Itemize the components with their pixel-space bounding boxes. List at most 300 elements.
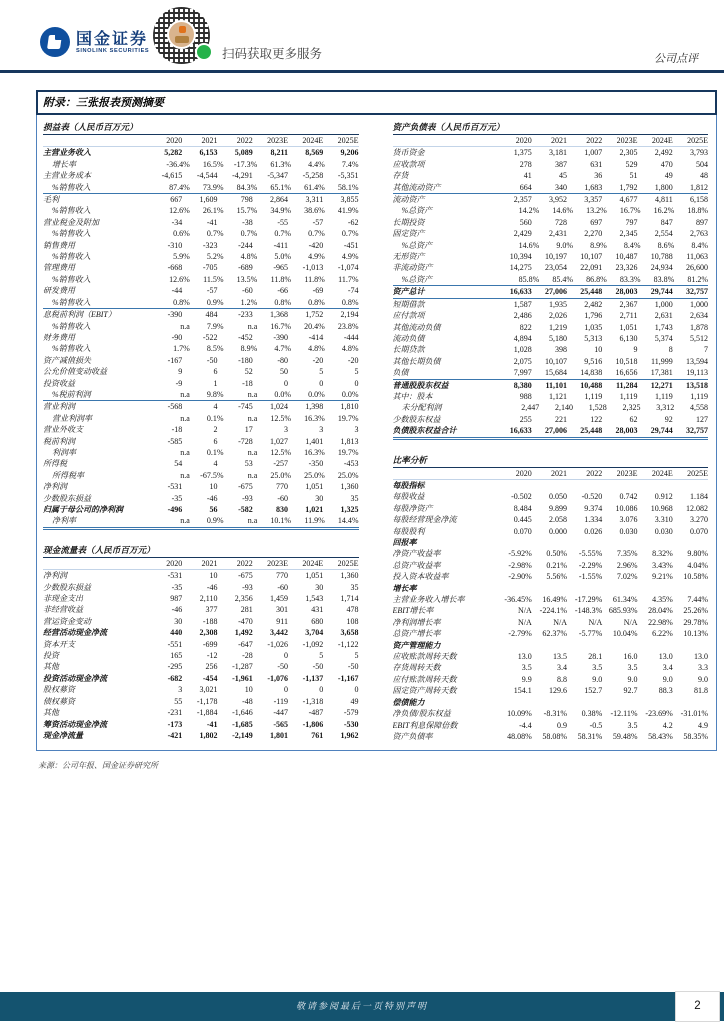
row-label: 负债股东权益合计 bbox=[392, 426, 457, 436]
cell-value: 86.8% bbox=[586, 274, 607, 284]
row-label: %销售收入 bbox=[52, 252, 91, 262]
cell-value: 55 bbox=[174, 696, 183, 706]
cell-value: -5.92% bbox=[508, 549, 532, 559]
cell-value: n.a bbox=[247, 516, 258, 526]
table-row bbox=[43, 616, 359, 627]
cell-value: 5,180 bbox=[549, 333, 567, 343]
cell-value: -689 bbox=[238, 263, 253, 273]
cell-value: 61.4% bbox=[304, 182, 325, 192]
cell-value: 0.0% bbox=[341, 389, 359, 399]
cell-value: 9.9 bbox=[521, 674, 532, 684]
table-row bbox=[393, 159, 709, 170]
row-label: 投资收益 bbox=[43, 378, 75, 388]
row-label: 应付款项 bbox=[392, 311, 425, 321]
cell-value: -965 bbox=[273, 263, 288, 273]
brand-logo bbox=[40, 27, 149, 57]
cell-value: -18 bbox=[242, 378, 253, 388]
cell-value: 2,308 bbox=[199, 628, 218, 638]
cell-value: -60 bbox=[277, 493, 288, 503]
cell-value: 1,962 bbox=[340, 730, 359, 740]
table-row bbox=[393, 731, 709, 742]
cell-value: 62.37% bbox=[542, 629, 567, 639]
year-label: 2021 bbox=[551, 136, 567, 145]
cell-value: 15.7% bbox=[236, 206, 258, 216]
cell-value: 5 bbox=[354, 651, 359, 661]
year-label: 2021 bbox=[551, 468, 567, 478]
cell-value: 2,634 bbox=[690, 311, 708, 321]
cell-value: 0.21% bbox=[546, 560, 567, 570]
row-label: 所得税率 bbox=[52, 470, 84, 480]
year-label: 2025E bbox=[687, 468, 708, 478]
cell-value: 0.8% bbox=[274, 297, 291, 307]
sinolink-logo-icon bbox=[40, 27, 70, 57]
cell-value: n.a bbox=[247, 447, 258, 457]
cell-value: -5,258 bbox=[302, 171, 324, 181]
cell-value: -0.502 bbox=[511, 492, 532, 502]
row-label: %总资产 bbox=[401, 206, 433, 216]
cell-value: 1,459 bbox=[270, 594, 288, 604]
cell-value: N/A bbox=[588, 617, 603, 627]
row-label: 少数股东损益 bbox=[43, 582, 91, 592]
cell-value: -188 bbox=[202, 616, 218, 626]
row-label: 普通股股东权益 bbox=[392, 380, 449, 390]
cell-value: 3.4 bbox=[662, 663, 673, 673]
qr-center-badge-icon bbox=[167, 20, 196, 49]
cell-value: -41 bbox=[206, 719, 218, 729]
cell-value: -1,167 bbox=[337, 673, 359, 683]
table-row bbox=[43, 696, 359, 707]
row-label: 营业利润 bbox=[43, 402, 75, 412]
cell-value: 58.08% bbox=[542, 731, 567, 741]
cell-value: 1,119 bbox=[584, 391, 603, 401]
row-label: 存货 bbox=[392, 171, 409, 181]
cell-value: 1.184 bbox=[690, 492, 708, 502]
cell-value: 3 bbox=[284, 425, 288, 435]
table-row bbox=[43, 378, 359, 389]
cell-value: 12,271 bbox=[650, 380, 673, 390]
cell-value: 3,658 bbox=[340, 628, 359, 638]
row-label: 应收账款周转天数 bbox=[392, 652, 457, 662]
cell-value: 0.070 bbox=[690, 526, 708, 536]
row-label: 每股股利 bbox=[392, 526, 425, 536]
cell-value: n.a bbox=[180, 321, 190, 331]
cell-value: 10 bbox=[209, 571, 218, 581]
cell-value: 664 bbox=[519, 182, 532, 192]
year-label: 2021 bbox=[201, 136, 218, 145]
wechat-icon bbox=[195, 43, 213, 61]
cell-value: 28.04% bbox=[648, 606, 673, 616]
row-label: 营业税金及附加 bbox=[43, 217, 99, 227]
cell-value: 32,757 bbox=[686, 287, 708, 297]
row-label: 长期投资 bbox=[392, 217, 425, 227]
cell-value: 1,398 bbox=[305, 402, 324, 412]
table-row bbox=[393, 605, 709, 616]
cell-value: 830 bbox=[276, 505, 288, 514]
row-label: 投资活动现金净流 bbox=[43, 673, 107, 683]
table-row bbox=[43, 707, 359, 718]
cell-value: 2,431 bbox=[549, 229, 567, 239]
cell-value: 4.8% bbox=[240, 252, 258, 262]
row-label: 股权募资 bbox=[43, 685, 75, 695]
cell-value: 0.9% bbox=[206, 516, 224, 526]
cell-value: -1,178 bbox=[196, 696, 218, 706]
cell-value: 8.484 bbox=[513, 503, 532, 513]
cell-value: -453 bbox=[343, 459, 359, 469]
table-row bbox=[43, 719, 359, 730]
row-label: 每股净资产 bbox=[392, 503, 433, 513]
cell-value: -12 bbox=[206, 651, 218, 661]
cell-value: N/A bbox=[553, 617, 567, 627]
cell-value: -35 bbox=[171, 493, 183, 503]
cell-value: 0.742 bbox=[619, 492, 638, 502]
cell-value: -257 bbox=[273, 459, 288, 469]
cell-value: 2,429 bbox=[513, 229, 532, 239]
cell-value: 16.0 bbox=[623, 652, 638, 662]
cell-value: -57 bbox=[206, 286, 218, 296]
cell-value: -167 bbox=[167, 355, 183, 365]
cell-value: 10,394 bbox=[509, 252, 532, 262]
cell-value: -551 bbox=[167, 639, 183, 649]
row-label: %总资产 bbox=[401, 240, 433, 250]
row-label: 存货周转天数 bbox=[392, 663, 441, 673]
cell-value: 2,194 bbox=[340, 310, 359, 320]
table-row bbox=[43, 515, 359, 529]
cell-value: 25.26% bbox=[683, 606, 708, 616]
cell-value: 13.5% bbox=[236, 274, 258, 284]
cell-value: 3.5 bbox=[627, 663, 638, 673]
table-row bbox=[43, 627, 359, 638]
table-row bbox=[43, 661, 359, 672]
table-row bbox=[43, 436, 359, 447]
table-row bbox=[393, 251, 709, 262]
cell-value: 4.04% bbox=[687, 560, 708, 570]
cell-value: 2.058 bbox=[549, 515, 567, 525]
table-row bbox=[43, 730, 359, 741]
cell-value: 8,569 bbox=[305, 148, 324, 158]
cell-value: 23,326 bbox=[615, 263, 638, 273]
year-label: 2025E bbox=[337, 558, 359, 568]
cell-value: 23.8% bbox=[337, 321, 359, 331]
right-column bbox=[393, 121, 709, 742]
cell-value: 30 bbox=[315, 493, 324, 503]
table-row bbox=[43, 389, 359, 401]
cell-value: -1.55% bbox=[578, 572, 603, 582]
cell-value: -1,318 bbox=[302, 696, 324, 706]
cell-value: 3,311 bbox=[305, 195, 324, 205]
cell-value: 0.000 bbox=[549, 526, 567, 536]
cell-value: -93 bbox=[242, 493, 253, 503]
cell-value: 92 bbox=[664, 414, 673, 424]
cell-value: -582 bbox=[238, 505, 253, 514]
cell-value: 17,381 bbox=[650, 368, 673, 378]
cell-value: 85.8% bbox=[518, 274, 540, 284]
cell-value: 3.270 bbox=[690, 515, 708, 525]
cell-value: 0.030 bbox=[654, 526, 673, 536]
cell-value: 911 bbox=[276, 616, 288, 626]
cell-value: 2,864 bbox=[270, 195, 288, 205]
cell-value: 897 bbox=[696, 217, 708, 227]
row-label: 经营活动现金净流 bbox=[43, 628, 107, 638]
row-label: 固定资产周转天数 bbox=[392, 686, 457, 696]
cell-value: -20 bbox=[312, 355, 324, 365]
row-label: 其他流动负债 bbox=[392, 322, 441, 332]
table-body bbox=[43, 558, 359, 742]
cell-value: 0.0% bbox=[308, 389, 325, 399]
cell-value: 61.34% bbox=[612, 595, 638, 605]
cell-value: 81.8 bbox=[694, 686, 708, 696]
left-column bbox=[43, 121, 359, 742]
cell-value: 478 bbox=[346, 605, 359, 615]
cell-value: 1,000 bbox=[654, 299, 673, 309]
cell-value: 7.44% bbox=[687, 595, 708, 605]
year-header-row bbox=[43, 135, 359, 147]
cell-value: 87.4% bbox=[169, 182, 190, 192]
cell-value: -231 bbox=[167, 708, 183, 718]
cell-value: 10 bbox=[594, 345, 603, 355]
cell-value: 22.98% bbox=[648, 617, 673, 627]
cell-value: 3 bbox=[354, 425, 359, 435]
cell-value: 14.2% bbox=[518, 206, 540, 216]
row-label: 每股指标 bbox=[392, 480, 425, 490]
cell-value: -2.79% bbox=[508, 629, 532, 639]
cell-value: 7 bbox=[704, 345, 708, 355]
cell-value: -233 bbox=[238, 310, 253, 320]
table-row bbox=[43, 205, 359, 216]
table-row bbox=[393, 356, 709, 367]
row-label: 资产负债率 bbox=[392, 731, 433, 741]
cell-value: 8.6% bbox=[657, 240, 675, 250]
cell-value: 41 bbox=[523, 171, 532, 181]
cell-value: 9,206 bbox=[340, 148, 359, 158]
cell-value: 10 bbox=[244, 685, 253, 695]
income-statement-table bbox=[43, 121, 359, 530]
cell-value: -38 bbox=[242, 217, 253, 227]
cell-value: 0.50% bbox=[546, 549, 567, 559]
cell-value: 0.9 bbox=[557, 720, 567, 730]
cell-value: 81.2% bbox=[687, 274, 708, 284]
table-row bbox=[393, 548, 709, 559]
cell-value: 631 bbox=[590, 159, 603, 169]
cell-value: 84.3% bbox=[236, 182, 258, 192]
cell-value: 2,492 bbox=[654, 148, 673, 158]
cell-value: N/A bbox=[623, 617, 638, 627]
cell-value: 25.0% bbox=[304, 470, 325, 480]
cell-value: 5 bbox=[319, 651, 324, 661]
cell-value: 1,810 bbox=[340, 402, 359, 412]
cell-value: 1,368 bbox=[270, 310, 288, 320]
cell-value: 8.5% bbox=[206, 344, 224, 354]
row-label: 总资产收益率 bbox=[392, 560, 441, 570]
cell-value: -80 bbox=[277, 355, 288, 365]
cell-value: 6 bbox=[213, 367, 218, 377]
page-header bbox=[0, 0, 724, 70]
cell-value: 19.7% bbox=[337, 413, 359, 423]
table-row bbox=[393, 322, 709, 333]
cell-value: n.a bbox=[247, 389, 258, 399]
cell-value: -9 bbox=[175, 378, 183, 388]
table-title: 资产负债表（人民币百万元） bbox=[393, 121, 709, 135]
table-row bbox=[393, 217, 709, 228]
cell-value: 30 bbox=[174, 616, 183, 626]
cell-value: -50 bbox=[347, 662, 359, 672]
row-label bbox=[393, 135, 497, 146]
cell-value: -2.98% bbox=[508, 560, 532, 570]
cell-value: 0.1% bbox=[206, 447, 224, 457]
cell-value: 1,024 bbox=[270, 402, 288, 412]
cell-value: 0.0% bbox=[274, 389, 291, 399]
cell-value: 3.076 bbox=[619, 515, 638, 525]
cell-value: 1,714 bbox=[340, 594, 359, 604]
cell-value: 4,811 bbox=[655, 195, 673, 205]
cell-value: 6,158 bbox=[690, 195, 708, 205]
cell-value: 13.0 bbox=[658, 652, 673, 662]
cell-value: 62 bbox=[629, 414, 638, 424]
cell-value: 11.8% bbox=[304, 274, 325, 284]
cell-value: 13.2% bbox=[586, 206, 607, 216]
cell-value: 0 bbox=[319, 378, 324, 388]
table-row bbox=[393, 194, 709, 205]
cell-value: -2.90% bbox=[508, 572, 532, 582]
year-label: 2020 bbox=[515, 468, 532, 478]
year-label: 2021 bbox=[201, 558, 218, 568]
cell-value: 11.5% bbox=[203, 274, 224, 284]
year-label: 2024E bbox=[651, 136, 673, 145]
cell-value: 1,000 bbox=[690, 299, 708, 309]
row-label: 负债 bbox=[392, 368, 409, 378]
table-row bbox=[43, 297, 359, 309]
table-row bbox=[393, 674, 709, 685]
cell-value: 3,952 bbox=[549, 195, 567, 205]
cell-value: 51 bbox=[629, 171, 638, 181]
cell-value: 83.8% bbox=[653, 274, 675, 284]
cell-value: -1,961 bbox=[232, 673, 253, 683]
table-row bbox=[43, 366, 359, 377]
cell-value: 0.8% bbox=[341, 297, 359, 307]
cell-value: 30 bbox=[315, 582, 324, 592]
table-row bbox=[43, 593, 359, 604]
cell-value: 470 bbox=[660, 159, 673, 169]
cell-value: -390 bbox=[273, 332, 288, 342]
cell-value: 4,677 bbox=[619, 195, 638, 205]
row-label: %销售收入 bbox=[52, 206, 91, 216]
cell-value: -411 bbox=[273, 240, 288, 250]
cell-value: 0.8% bbox=[308, 297, 325, 307]
cell-value: -0.5 bbox=[589, 720, 603, 730]
cell-value: 129.6 bbox=[549, 686, 567, 696]
year-header-row bbox=[393, 468, 709, 480]
cell-value: 761 bbox=[311, 730, 324, 740]
cell-value: 3.4 bbox=[557, 663, 567, 673]
cell-value: n.a bbox=[247, 413, 258, 423]
cell-value: 48.08% bbox=[507, 731, 532, 741]
cell-value: 85.4% bbox=[552, 274, 573, 284]
cell-value: -675 bbox=[238, 482, 253, 492]
cell-value: -148.3% bbox=[574, 606, 603, 616]
table-row bbox=[43, 673, 359, 684]
cell-value: 4.35% bbox=[652, 595, 673, 605]
row-label: 增长率 bbox=[392, 583, 417, 593]
cell-value: 278 bbox=[519, 159, 532, 169]
cell-value: 8 bbox=[668, 345, 673, 355]
cell-value: 20.4% bbox=[304, 321, 325, 331]
cell-value: -2,149 bbox=[232, 730, 253, 740]
cell-value: 1,119 bbox=[690, 391, 708, 401]
cell-value: 822 bbox=[519, 322, 532, 332]
cell-value: -50 bbox=[206, 355, 218, 365]
row-label: 资产管理能力 bbox=[392, 640, 441, 650]
table-row bbox=[393, 685, 709, 696]
table-row bbox=[393, 182, 709, 194]
cell-value: -62 bbox=[347, 217, 359, 227]
table-row bbox=[43, 262, 359, 273]
cell-value: 667 bbox=[170, 195, 183, 205]
cell-value: 1,021 bbox=[305, 505, 324, 514]
cell-value: -531 bbox=[167, 571, 183, 581]
cell-value: 10.1% bbox=[270, 516, 291, 526]
table-row bbox=[393, 402, 709, 413]
cell-value: 1,796 bbox=[584, 311, 603, 321]
cell-value: 9.0 bbox=[698, 674, 708, 684]
cell-value: 1,543 bbox=[305, 594, 324, 604]
cell-value: 1,028 bbox=[513, 345, 532, 355]
cell-value: -46 bbox=[206, 493, 218, 503]
cell-value: 5 bbox=[319, 367, 324, 377]
cell-value: 1,051 bbox=[619, 322, 638, 332]
cell-value: 2,486 bbox=[513, 311, 532, 321]
cell-value: 11.9% bbox=[304, 516, 325, 526]
year-label: 2024E bbox=[651, 468, 673, 478]
cell-value: -4,291 bbox=[232, 171, 253, 181]
cell-value: 15,684 bbox=[545, 368, 567, 378]
row-label: 其他 bbox=[43, 662, 59, 672]
row-label: 非流动资产 bbox=[392, 263, 433, 273]
cell-value: -180 bbox=[238, 355, 253, 365]
cell-value: -4.4 bbox=[519, 720, 532, 730]
cell-value: -420 bbox=[308, 240, 324, 250]
table-row bbox=[393, 425, 709, 439]
cell-value: 2,482 bbox=[584, 299, 603, 309]
year-label: 2020 bbox=[166, 136, 183, 145]
cell-value: 6,153 bbox=[199, 148, 218, 158]
table-row bbox=[393, 571, 709, 582]
cell-value: -60 bbox=[277, 582, 288, 592]
cell-value: 9.899 bbox=[549, 503, 567, 513]
row-label: 投入资本收益率 bbox=[392, 572, 449, 582]
row-label: 财务费用 bbox=[43, 332, 75, 342]
cell-value: 0.445 bbox=[513, 515, 532, 525]
cell-value: 770 bbox=[276, 482, 288, 492]
cell-value: 4.9 bbox=[698, 720, 708, 730]
table-row bbox=[393, 628, 709, 639]
cell-value: 7,997 bbox=[513, 368, 532, 378]
cell-value: 10,487 bbox=[615, 252, 638, 262]
cell-value: -323 bbox=[202, 240, 218, 250]
row-label bbox=[43, 135, 147, 146]
qr-code bbox=[153, 7, 210, 64]
row-label: 主营业务收入 bbox=[43, 148, 91, 158]
row-label: %销售收入 bbox=[52, 274, 91, 284]
table-row bbox=[43, 194, 359, 205]
cell-value: -705 bbox=[202, 263, 218, 273]
row-label: 总资产增长率 bbox=[392, 629, 441, 639]
cell-value: 2,305 bbox=[619, 148, 638, 158]
table-row bbox=[43, 274, 359, 285]
cell-value: 48 bbox=[700, 171, 708, 181]
table-row bbox=[393, 617, 709, 628]
cell-value: 1,325 bbox=[340, 505, 359, 514]
table-row bbox=[43, 228, 359, 239]
cell-value: 152.7 bbox=[584, 686, 603, 696]
